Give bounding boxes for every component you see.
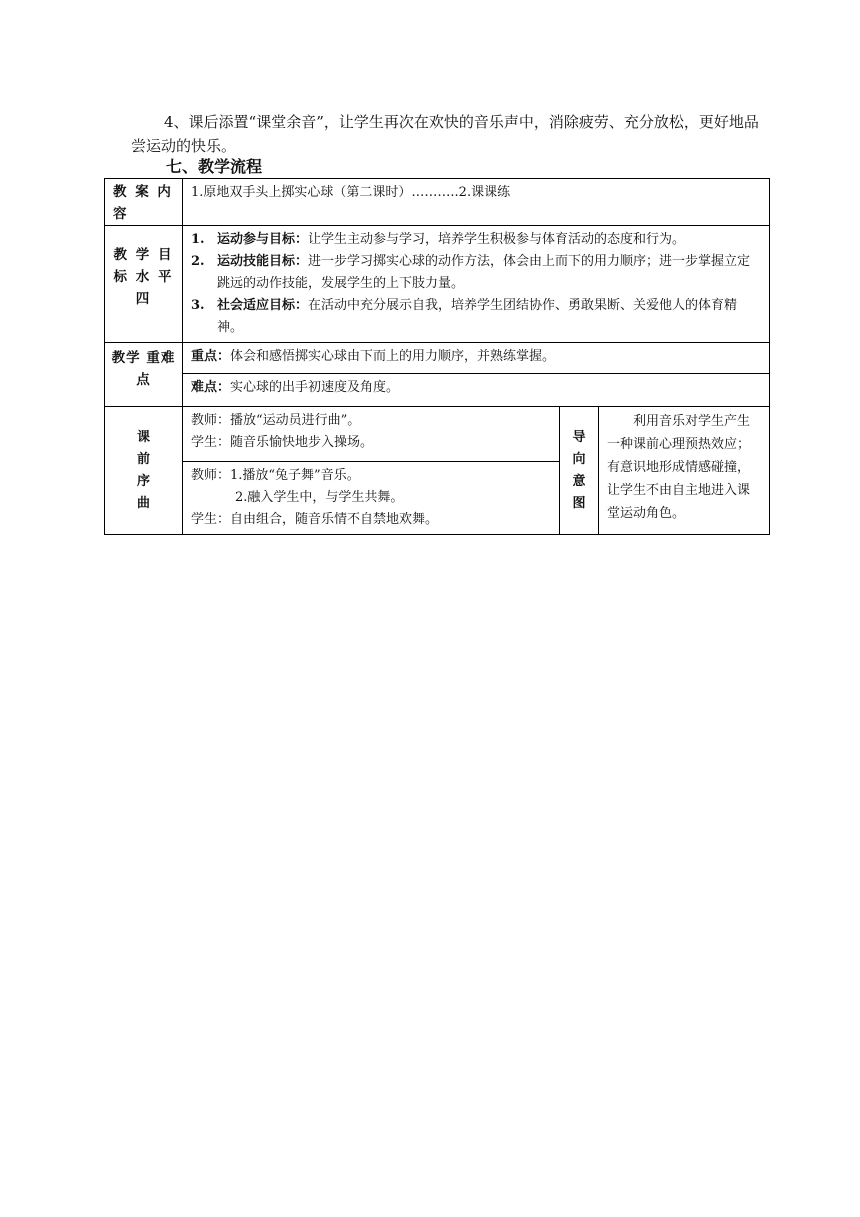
difficulty-text: 实心球的出手初速度及角度。 [230,380,400,395]
prelude-part-2 [183,462,560,535]
difficulty-row [105,374,770,407]
content-value: 1.原地双手头上掷实心球（第二课时）………..2.课课练 [183,179,770,226]
goal-item [191,229,761,251]
prelude-text: 教师：播放“运动员进行曲”。 [191,413,361,428]
goal-title: 运动技能目标： [217,254,309,269]
design-label: 导 向 意 图 [560,407,599,535]
goals-label: 教 学 目 标 水 平 四 [105,226,183,343]
goal-text: 进一步学习掷实心球的动作方法，体会由上而下的用力顺序；进一步掌握立定跳远的动作技能，发展学生的上下肢力量。 [217,254,751,291]
goal-text: 让学生主动参与学习，培养学生积极参与体育活动的态度和行为。 [308,232,686,247]
prelude-text: 2.融入学生中，与学生共舞。 [235,490,404,505]
goal-item [191,251,761,295]
difficulty-point [183,374,770,407]
difficulty-label: 难点： [191,380,231,395]
goals-row [105,226,770,343]
content-row [105,179,770,226]
goal-number: 1. [191,232,205,247]
goal-title: 社会适应目标： [217,298,309,313]
prelude-row-1 [105,407,770,462]
key-point-text: 体会和感悟掷实心球由下而上的用力顺序，并熟练掌握。 [230,349,556,364]
goal-item [191,295,761,339]
key-point [183,343,770,374]
goals-list [183,226,770,343]
prelude-text: 学生：随音乐愉快地步入操场。 [191,435,374,450]
prelude-text: 教师：1.播放“兔子舞”音乐。 [191,468,360,483]
goal-title: 运动参与目标： [217,232,309,247]
key-point-label: 重点： [191,349,231,364]
intro-paragraph: 4、课后添置“课堂余音”，让学生再次在欢快的音乐声中，消除疲劳、充分放松，更好地品尝运动的快乐。 [131,113,759,155]
goal-number: 3. [191,298,205,313]
key-label: 教学 重难点 [105,343,183,407]
goal-number: 2. [191,254,205,269]
lesson-plan-table [104,178,770,535]
design-intent-text: 利用音乐对学生产生一种课前心理预热效应；有意识地形成情感碰撞，让学生不由自主地进入课堂运动角色。 [599,407,770,535]
prelude-part-1 [183,407,560,462]
prelude-label: 课 前 序 曲 [105,407,183,535]
goal-text: 在活动中充分展示自我，培养学生团结协作、勇敢果断、关爱他人的体育精神。 [217,298,738,335]
content-label: 教 案 内 容 [105,179,183,226]
prelude-text: 学生：自由组合，随音乐情不自禁地欢舞。 [191,512,439,527]
key-point-row [105,343,770,374]
section-heading: 七、教学流程 [166,157,263,176]
